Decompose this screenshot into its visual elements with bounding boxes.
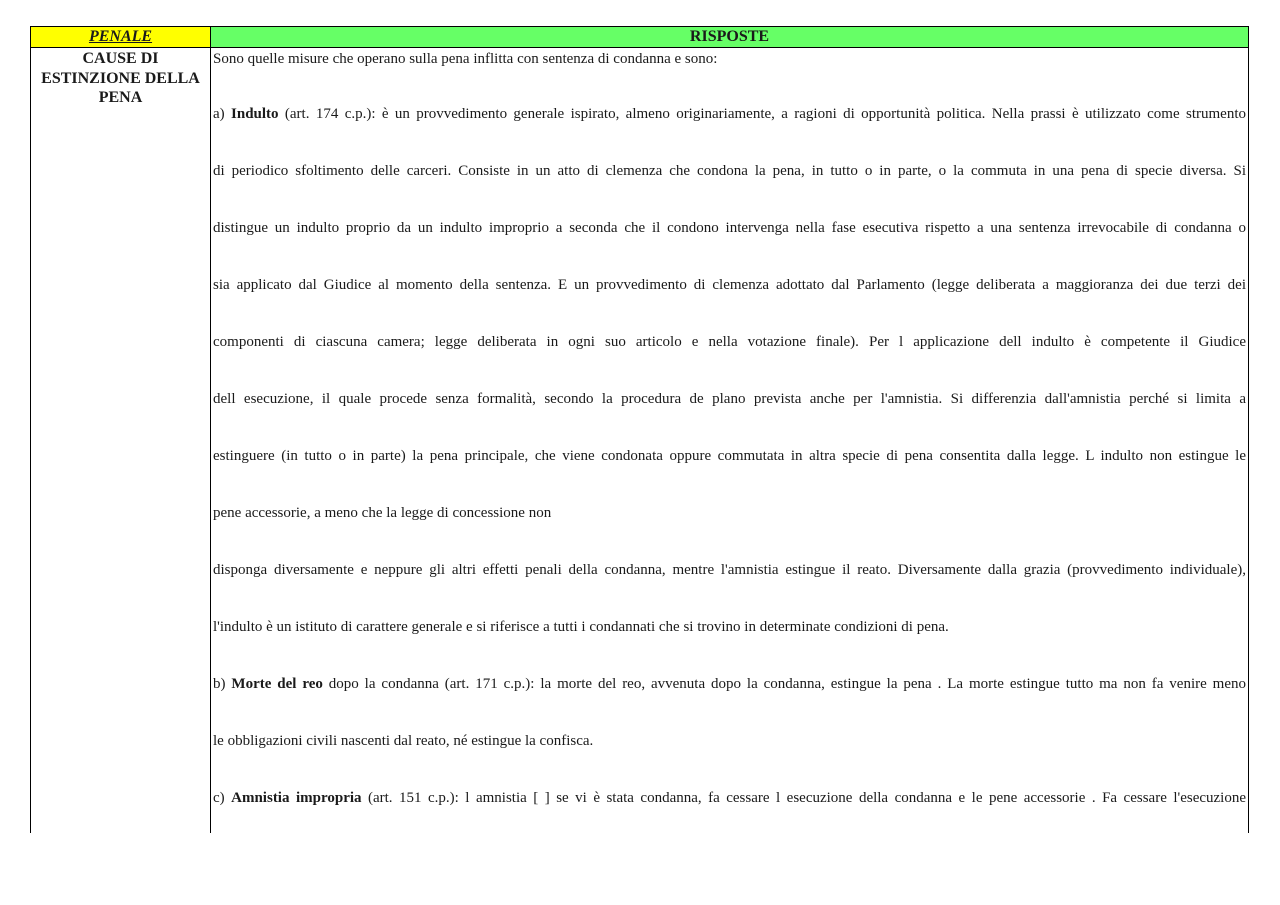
indulto-line-9: disponga diversamente e neppure gli altri effetti penali della condanna, mentre l'amnistia estingue il reato. Diversamente dalla grazia (provvedimento individuale), — [213, 562, 1246, 578]
indulto-line-10: l'indulto è un istituto di carattere generale e si riferisce a tutti i condannati che si trovino in determinate condizioni di pena. — [213, 619, 949, 635]
amnistia-line-1: c) Amnistia impropria (art. 151 c.p.): l amnistia [ ] se vi è stata condanna, fa cessare l esecuzione della condanna e le pene accessorie . Fa cessare l'esecuzione — [213, 790, 1246, 806]
answer-intro: Sono quelle misure che operano sulla pena inflitta con sentenza di condanna e sono: — [213, 51, 718, 67]
topic-cell[interactable] — [31, 48, 211, 834]
morte-line-1: b) Morte del reo dopo la condanna (art. 171 c.p.): la morte del reo, avvenuta dopo la condanna, estingue la pena . La morte estingue tutto ma non fa venire meno — [213, 676, 1246, 692]
morte-line-2: le obbligazioni civili nascenti dal reato, né estingue la confisca. — [213, 733, 594, 749]
topic-line-2: ESTINZIONE DELLA — [41, 69, 200, 87]
indulto-line-6: dell esecuzione, il quale procede senza formalità, secondo la procedura de plano prevista anche per l'amnistia. Si differenzia dall'amnistia perché si limita a — [213, 391, 1246, 407]
indulto-line-4: sia applicato dal Giudice al momento della sentenza. E un provvedimento di clemenza adottato dal Parlamento (legge deliberata a maggioranza dei due terzi dei — [213, 277, 1246, 293]
topic-line-1: CAUSE DI — [82, 50, 159, 67]
topic-line-3: PENA — [98, 89, 143, 106]
answer-table — [30, 26, 1249, 833]
header-penale-label: PENALE — [88, 28, 153, 45]
indulto-term: Indulto — [231, 106, 279, 122]
header-risposte-label: RISPOSTE — [689, 28, 770, 45]
indulto-line-8: pene accessorie, a meno che la legge di concessione non — [213, 505, 552, 521]
indulto-line-3: distingue un indulto proprio da un indulto improprio a seconda che il condono intervenga nella fase esecutiva rispetto a una sentenza irrevocabile di condanna o — [213, 220, 1246, 236]
content-row — [31, 48, 1249, 834]
indulto-line-2: di periodico sfoltimento delle carceri. Consiste in un atto di clemenza che condona la pena, in tutto o in parte, o la commuta in una pena di specie diversa. Si — [213, 163, 1246, 179]
answer-cell[interactable] — [211, 48, 1249, 834]
indulto-line-1: a) Indulto (art. 174 c.p.): è un provvedimento generale ispirato, almeno originariamente, a ragioni di opportunità politica. Nella prassi è utilizzato come strumento — [213, 106, 1246, 122]
morte-term: Morte del reo — [231, 676, 323, 692]
amnistia-term: Amnistia impropria — [231, 790, 362, 806]
header-penale-cell[interactable] — [31, 27, 211, 48]
header-risposte-cell[interactable] — [211, 27, 1249, 48]
answer-text — [211, 48, 1248, 833]
indulto-line-5: componenti di ciascuna camera; legge deliberata in ogni suo articolo e nella votazione finale). Per l applicazione dell indulto è competente il Giudice — [213, 334, 1246, 350]
indulto-line-7: estinguere (in tutto o in parte) la pena principale, che viene condonata oppure commutata in altra specie di pena consentita dalla legge. L indulto non estingue le — [213, 448, 1246, 464]
header-row — [31, 27, 1249, 48]
